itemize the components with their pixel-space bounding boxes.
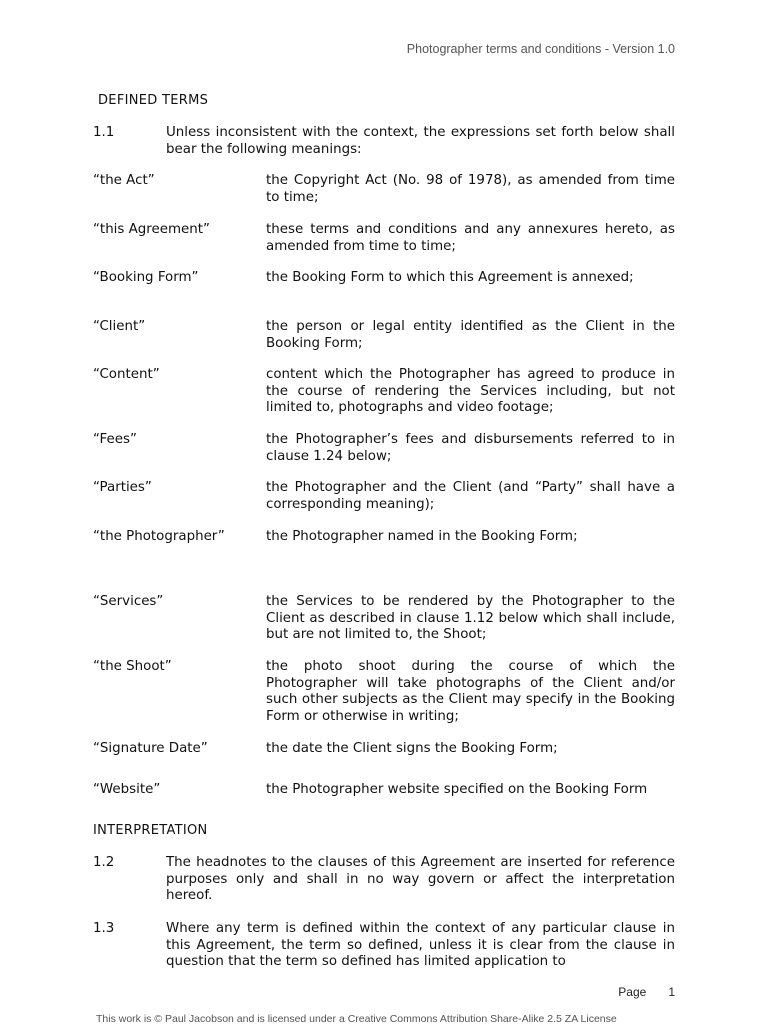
definition-row <box>93 432 675 465</box>
definition-meaning: the Photographer website specified on the Booking Form <box>266 782 648 797</box>
definition-row <box>93 173 675 206</box>
definition-meaning: content which the Photographer has agreed to produce in the course of rendering the Services including, but not limited to, photographs and video footage; <box>266 367 675 415</box>
definition-term: “Booking Form” <box>93 270 199 285</box>
definition-term: “the Act” <box>93 173 155 188</box>
clause-1-3 <box>93 921 675 971</box>
definition-meaning: the date the Client signs the Booking Form; <box>266 741 558 756</box>
clause-number: 1.3 <box>93 921 115 936</box>
clause-text: The headnotes to the clauses of this Agreement are inserted for reference purposes only and shall in no way govern or affect the interpretation hereof. <box>166 855 675 903</box>
definition-row <box>93 480 675 513</box>
clause-number: 1.2 <box>93 855 115 870</box>
definition-row <box>93 594 675 644</box>
definition-term: “Fees” <box>93 432 137 447</box>
definition-meaning: the photo shoot during the course of which the Photographer will take photographs of the Client and/or such other subjects as the Client may specify in the Booking Form or otherwise in writing; <box>266 659 675 724</box>
definition-meaning: the person or legal entity identified as the Client in the Booking Form; <box>266 319 675 351</box>
page-footer <box>618 985 675 999</box>
definition-row <box>93 270 675 287</box>
definition-term: “Services” <box>93 594 164 609</box>
definition-row <box>93 367 675 417</box>
definition-row <box>93 659 675 725</box>
interpretation-heading: INTERPRETATION <box>93 823 208 838</box>
definition-term: “Signature Date” <box>93 741 208 756</box>
definition-meaning: the Photographer named in the Booking Form; <box>266 529 578 544</box>
definition-term: “Parties” <box>93 480 152 495</box>
definition-meaning: these terms and conditions and any annexures hereto, as amended from time to time; <box>266 222 675 254</box>
document-header: Photographer terms and conditions - Version 1.0 <box>406 42 675 56</box>
definition-row <box>93 319 675 352</box>
definition-term: “this Agreement” <box>93 222 210 237</box>
definition-row <box>93 529 675 546</box>
definition-term: “the Shoot” <box>93 659 172 674</box>
definition-meaning: the Services to be rendered by the Photographer to the Client as described in clause 1.12 below which shall include, but are not limited to, the Shoot; <box>266 594 675 642</box>
clause-1-1 <box>93 125 675 158</box>
definition-meaning: the Copyright Act (No. 98 of 1978), as amended from time to time; <box>266 173 675 205</box>
definition-row <box>93 222 675 255</box>
definition-meaning: the Booking Form to which this Agreement is annexed; <box>266 270 634 285</box>
page-number: 1 <box>668 985 675 999</box>
clause-text: Where any term is defined within the context of any particular clause in this Agreement, the term so defined, unless it is clear from the clause in question that the term so defined has limited application to <box>166 921 675 969</box>
definition-term: “Website” <box>93 782 161 797</box>
definition-row <box>93 782 675 799</box>
page-label: Page <box>618 985 647 999</box>
clause-number: 1.1 <box>93 125 115 140</box>
definition-meaning: the Photographer’s fees and disbursements referred to in clause 1.24 below; <box>266 432 675 464</box>
clause-1-2 <box>93 855 675 905</box>
definition-term: “Client” <box>93 319 146 334</box>
clause-text: Unless inconsistent with the context, the expressions set forth below shall bear the following meanings: <box>166 125 675 157</box>
definition-term: “Content” <box>93 367 160 382</box>
definition-term: “the Photographer” <box>93 529 225 544</box>
license-notice: This work is © Paul Jacobson and is licensed under a Creative Commons Attribution Share-Alike 2.5 ZA License <box>96 1013 617 1025</box>
definition-row <box>93 741 675 758</box>
definition-meaning: the Photographer and the Client (and “Party” shall have a corresponding meaning); <box>266 480 675 512</box>
defined-terms-heading: DEFINED TERMS <box>98 93 209 108</box>
